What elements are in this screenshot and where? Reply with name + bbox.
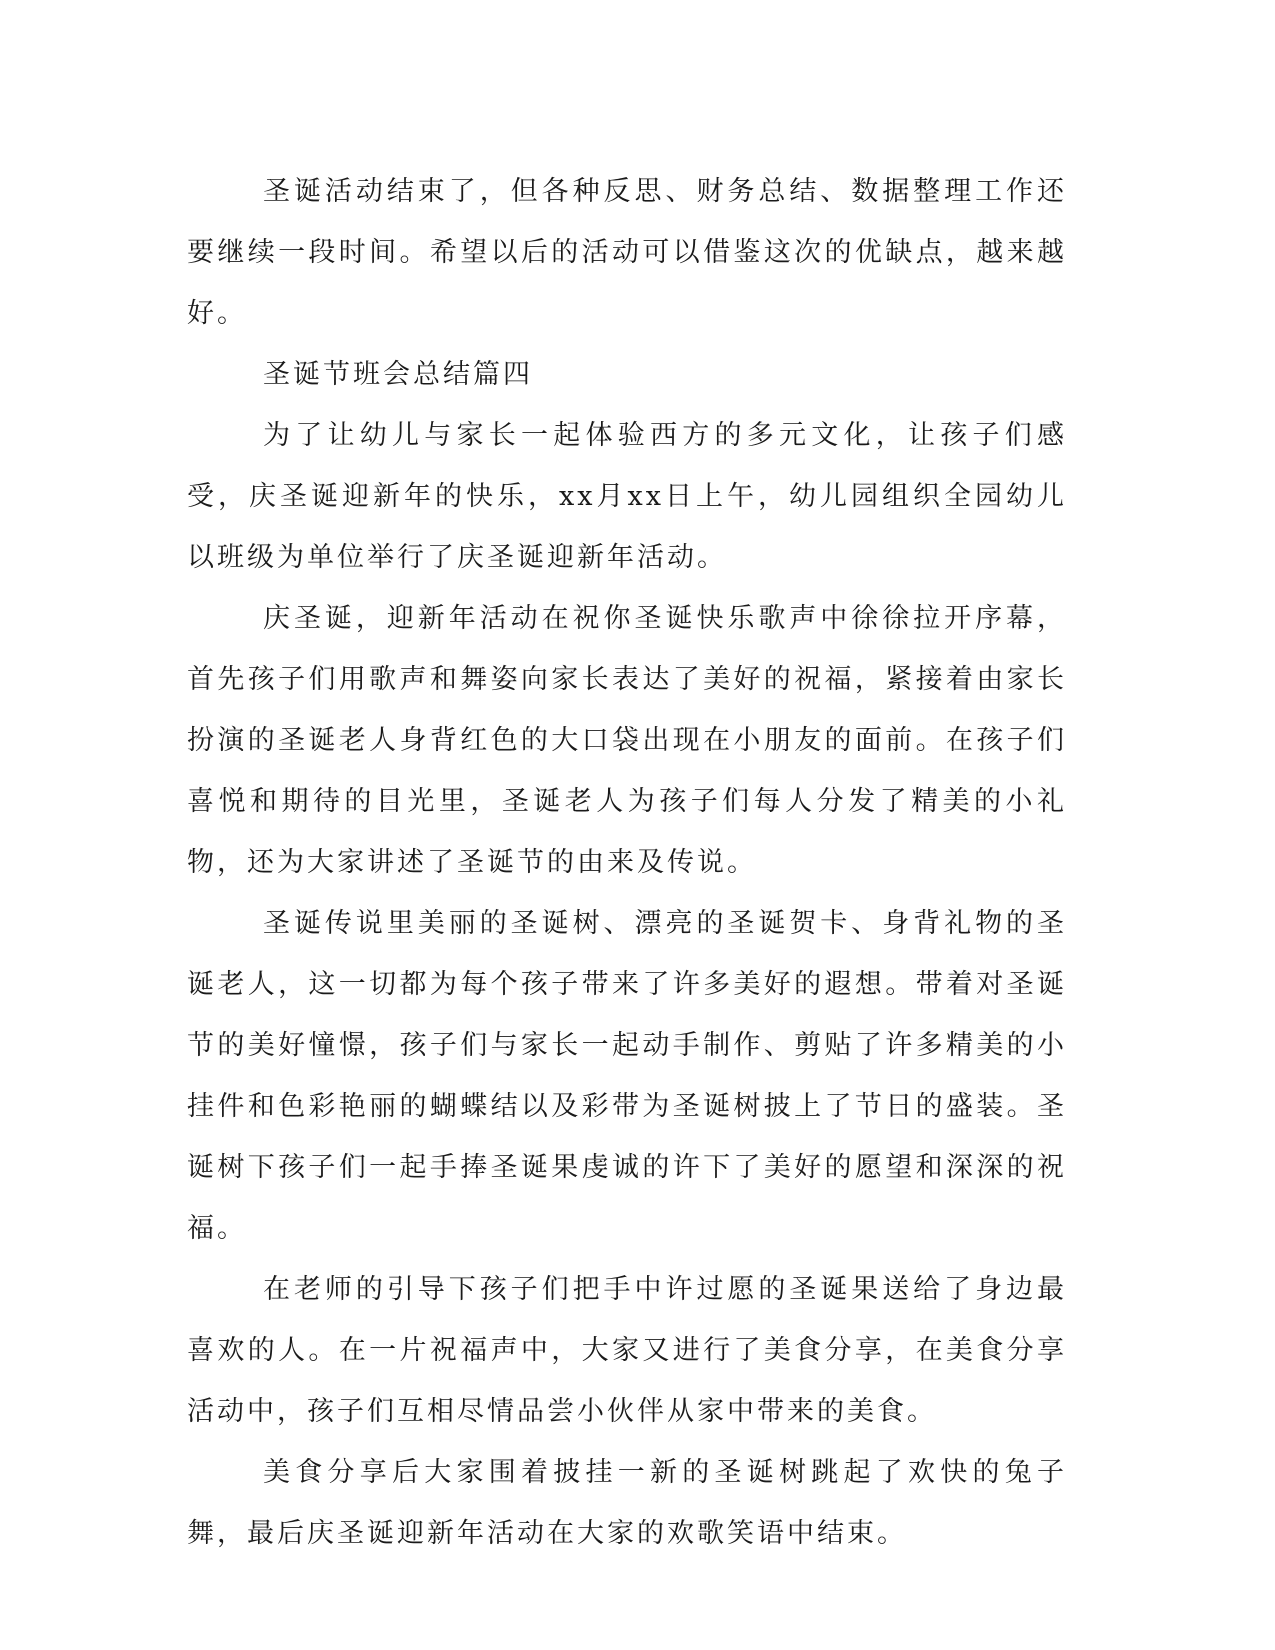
paragraph-opening: 庆圣诞，迎新年活动在祝你圣诞快乐歌声中徐徐拉开序幕，首先孩子们用歌声和舞姿向家长表达了美好的祝福，紧接着由家长扮演的圣诞老人身背红色的大口袋出现在小朋友的面前。在孩子们喜悦和期待的目光里，圣诞老人为孩子们每人分发了精美的小礼物，还为大家讲述了圣诞节的由来及传说。 — [187, 603, 1067, 878]
paragraph-intro: 为了让幼儿与家长一起体验西方的多元文化，让孩子们感受，庆圣诞迎新年的快乐，xx月xx日上午，幼儿园组织全园幼儿以班级为单位举行了庆圣诞迎新年活动。 — [187, 420, 1067, 573]
paragraph-christmas-tree: 圣诞传说里美丽的圣诞树、漂亮的圣诞贺卡、身背礼物的圣诞老人，这一切都为每个孩子带来了许多美好的遐想。带着对圣诞节的美好憧憬，孩子们与家长一起动手制作、剪贴了许多精美的小挂件和色彩艳丽的蝴蝶结以及彩带为圣诞树披上了节日的盛装。圣诞树下孩子们一起手捧圣诞果虔诚的许下了美好的愿望和深深的祝福。 — [187, 908, 1067, 1244]
paragraph-ending: 美食分享后大家围着披挂一新的圣诞树跳起了欢快的兔子舞，最后庆圣诞迎新年活动在大家的欢歌笑语中结束。 — [187, 1457, 1067, 1549]
document-body — [187, 161, 1067, 1564]
paragraph-food-sharing: 在老师的引导下孩子们把手中许过愿的圣诞果送给了身边最喜欢的人。在一片祝福声中，大家又进行了美食分享，在美食分享活动中，孩子们互相尽情品尝小伙伴从家中带来的美食。 — [187, 1274, 1067, 1427]
paragraph-closing-remarks: 圣诞活动结束了，但各种反思、财务总结、数据整理工作还要继续一段时间。希望以后的活动可以借鉴这次的优缺点，越来越好。 — [187, 176, 1067, 329]
section-heading: 圣诞节班会总结篇四 — [263, 359, 533, 390]
